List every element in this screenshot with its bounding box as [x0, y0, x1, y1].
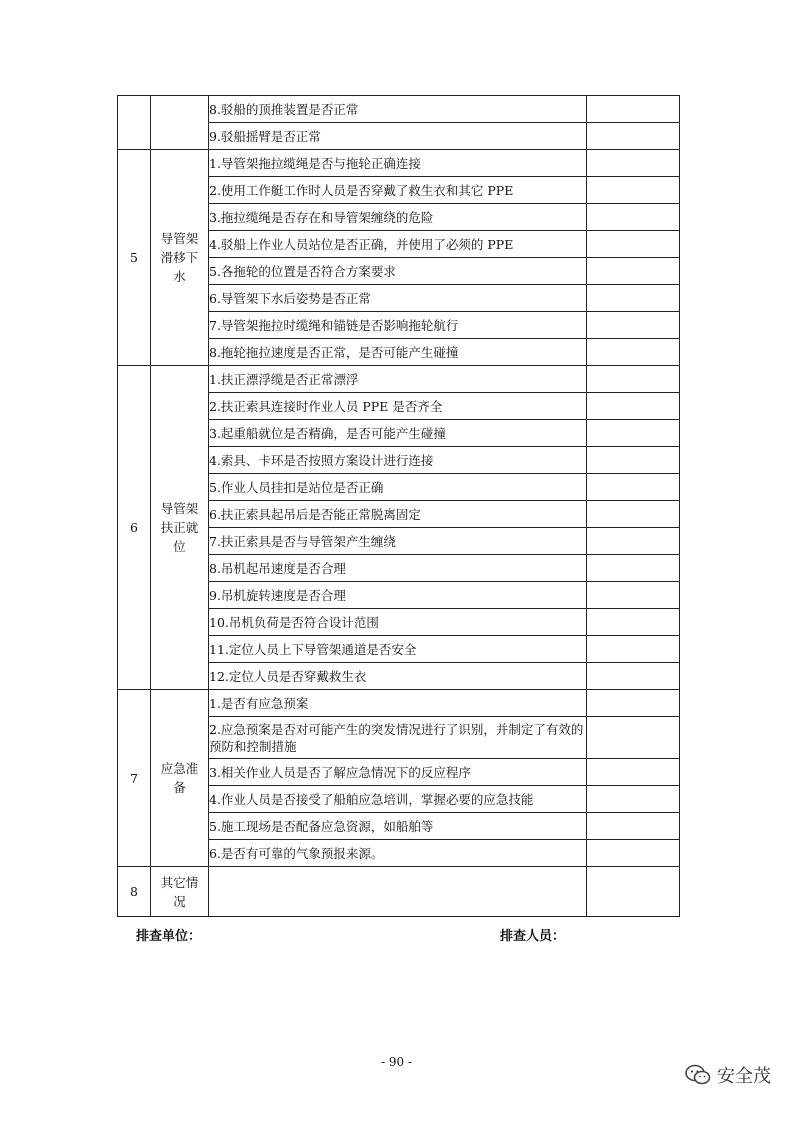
check-item: 4.驳船上作业人员站位是否正确，并使用了必须的 PPE: [209, 231, 587, 258]
section-number: 8: [118, 867, 151, 917]
check-result-cell[interactable]: [587, 501, 680, 528]
section-category-cell: [151, 366, 209, 690]
section-category-cell: [151, 150, 209, 366]
table-row: [118, 366, 680, 393]
check-result-cell[interactable]: [587, 474, 680, 501]
check-item: 3.起重船就位是否精确，是否可能产生碰撞: [209, 420, 587, 447]
section-category: 其它情况: [160, 874, 199, 909]
section-number: 5: [118, 150, 151, 366]
check-item: 4.索具、卡环是否按照方案设计进行连接: [209, 447, 587, 474]
check-result-cell[interactable]: [587, 366, 680, 393]
check-item: 7.导管架拖拉时缆绳和锚链是否影响拖轮航行: [209, 312, 587, 339]
inspector-label: 排查人员：: [500, 929, 566, 944]
check-result-cell[interactable]: [587, 528, 680, 555]
check-result-cell[interactable]: [587, 690, 680, 717]
check-item: 6.是否有可靠的气象预报来源。: [209, 840, 587, 867]
table-row: [118, 150, 680, 177]
check-result-cell[interactable]: [587, 582, 680, 609]
check-item: [209, 867, 587, 917]
wechat-icon: [685, 1064, 711, 1086]
watermark: [685, 1062, 771, 1088]
check-item: 8.吊机起吊速度是否合理: [209, 555, 587, 582]
check-result-cell[interactable]: [587, 339, 680, 366]
check-item: 2.扶正索具连接时作业人员 PPE 是否齐全: [209, 393, 587, 420]
check-item: 10.吊机负荷是否符合设计范围: [209, 609, 587, 636]
check-result-cell[interactable]: [587, 813, 680, 840]
section-number: [118, 96, 151, 150]
check-result-cell[interactable]: [587, 867, 680, 917]
check-item: 5.施工现场是否配备应急资源，如船舶等: [209, 813, 587, 840]
checklist-table: [117, 95, 680, 917]
check-item: 4.作业人员是否接受了船舶应急培训，掌握必要的应急技能: [209, 786, 587, 813]
check-result-cell[interactable]: [587, 285, 680, 312]
check-result-cell[interactable]: [587, 447, 680, 474]
check-item: 5.各拖轮的位置是否符合方案要求: [209, 258, 587, 285]
section-number: 7: [118, 690, 151, 867]
check-result-cell[interactable]: [587, 840, 680, 867]
check-result-cell[interactable]: [587, 393, 680, 420]
check-item: 12.定位人员是否穿戴救生衣: [209, 663, 587, 690]
check-result-cell[interactable]: [587, 96, 680, 123]
section-category-cell: [151, 96, 209, 150]
check-result-cell[interactable]: [587, 150, 680, 177]
check-result-cell[interactable]: [587, 204, 680, 231]
check-item: 9.吊机旋转速度是否合理: [209, 582, 587, 609]
check-result-cell[interactable]: [587, 609, 680, 636]
check-item: 8.驳船的顶推装置是否正常: [209, 96, 587, 123]
check-result-cell[interactable]: [587, 231, 680, 258]
section-category: 导管架滑移下水: [160, 231, 199, 284]
check-result-cell[interactable]: [587, 759, 680, 786]
table-row: [118, 867, 680, 917]
check-item: 2.应急预案是否对可能产生的突发情况进行了识别，并制定了有效的预防和控制措施: [209, 717, 587, 759]
check-item: 1.导管架拖拉缆绳是否与拖轮正确连接: [209, 150, 587, 177]
check-result-cell[interactable]: [587, 123, 680, 150]
check-item: 1.是否有应急预案: [209, 690, 587, 717]
check-result-cell[interactable]: [587, 717, 680, 759]
check-result-cell[interactable]: [587, 312, 680, 339]
inspection-unit-label: 排查单位：: [136, 929, 202, 944]
table-row: [118, 96, 680, 123]
check-item: 5.作业人员挂扣是站位是否正确: [209, 474, 587, 501]
page-number: - 90 -: [380, 1055, 412, 1069]
check-item: 6.扶正索具起吊后是否能正常脱离固定: [209, 501, 587, 528]
check-result-cell[interactable]: [587, 555, 680, 582]
check-result-cell[interactable]: [587, 663, 680, 690]
section-category: 导管架扶正就位: [160, 501, 199, 554]
check-result-cell[interactable]: [587, 420, 680, 447]
section-category: 应急准备: [160, 761, 199, 795]
watermark-text: 安全茂: [717, 1066, 771, 1087]
section-number: 6: [118, 366, 151, 690]
check-item: 9.驳船摇臂是否正常: [209, 123, 587, 150]
section-category-cell: [151, 867, 209, 917]
check-item: 1.扶正漂浮缆是否正常漂浮: [209, 366, 587, 393]
table-row: [118, 690, 680, 717]
section-category-cell: [151, 690, 209, 867]
check-result-cell[interactable]: [587, 258, 680, 285]
check-result-cell[interactable]: [587, 177, 680, 204]
check-item: 3.拖拉缆绳是否存在和导管架缠绕的危险: [209, 204, 587, 231]
check-item: 11.定位人员上下导管架通道是否安全: [209, 636, 587, 663]
check-result-cell[interactable]: [587, 636, 680, 663]
check-item: 2.使用工作艇工作时人员是否穿戴了救生衣和其它 PPE: [209, 177, 587, 204]
check-item: 7.扶正索具是否与导管架产生缠绕: [209, 528, 587, 555]
check-item: 8.拖轮拖拉速度是否正常，是否可能产生碰撞: [209, 339, 587, 366]
check-item: 3.相关作业人员是否了解应急情况下的反应程序: [209, 759, 587, 786]
check-result-cell[interactable]: [587, 786, 680, 813]
check-item: 6.导管架下水后姿势是否正常: [209, 285, 587, 312]
